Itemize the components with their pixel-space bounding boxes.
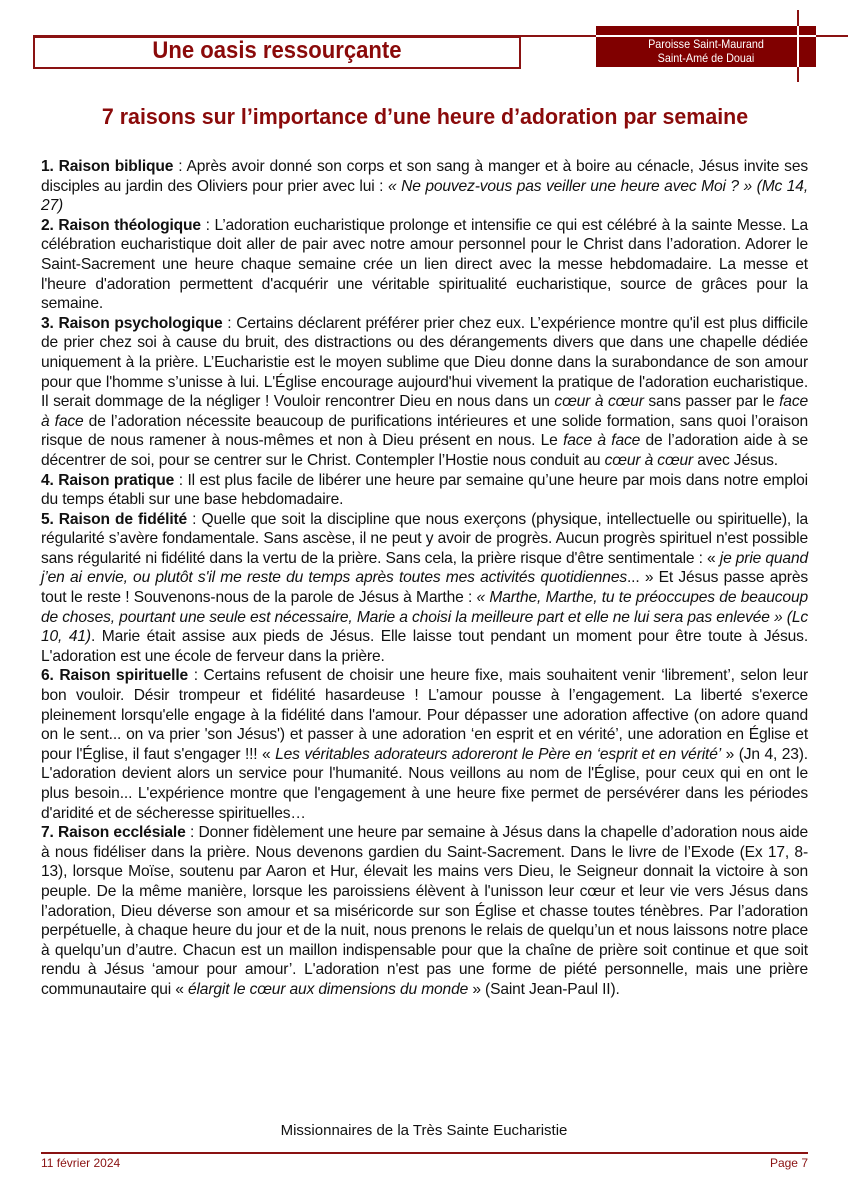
parish-name xyxy=(607,37,805,65)
reason-label: 4. Raison pratique xyxy=(41,471,175,489)
reasons-list xyxy=(41,157,808,1000)
text-run: avec Jésus. xyxy=(693,451,778,469)
reason-body xyxy=(41,511,808,665)
reason-body xyxy=(41,667,808,821)
text-run: : Quelle que soit la discipline que nous exerçons (physique, intellectuelle ou spirituelle), la régularité s’avère fondamentale. Sans ascèse, il ne peut y avoir de progrès. Aucun progrès spirituel n'est possible sans régularité ni fidélité dans la vertu de la prière. Sans cela, la prière risque d'être sentimentale : « xyxy=(41,510,808,567)
reason-paragraph xyxy=(41,314,808,471)
reason-label: 2. Raison théologique xyxy=(41,216,201,234)
text-run: de l’adoration nécessite beaucoup de purifications intérieures et une solide formation, sans quoi l’oraison risque de nous ramener à nous-mêmes et non à Dieu présent en nous. Le xyxy=(41,412,808,450)
text-run: : Certains refusent de choisir une heure fixe, mais souhaitent venir ‘librement’, selon leur bon vouloir. Désir trompeur et fidélité hasardeuse ! L’amour pousse à l’engagement. La liberté s'exerce pleinement lorsqu'elle engage à la fidélité dans l'amour. Pour dépasser une adoration affective (on adore quand on le sent... on va prier 'son Jésus') et passer à une adoration ‘en esprit et en vérité’, une adoration en Église et pour l'Église, il faut s'engager !!! « xyxy=(41,667,808,763)
footer-date: 11 février 2024 xyxy=(41,1156,121,1170)
text-run: sans passer par le xyxy=(643,393,780,411)
italic-quote: cœur à cœur xyxy=(604,451,694,469)
footer-rule xyxy=(41,1152,808,1154)
text-run: ... » Et Jésus passe après tout le reste ! Souvenons-nous de la parole de Jésus à Marthe : xyxy=(41,569,808,607)
text-run: : Après avoir donné son corps et son sang à manger et à boire au cénacle, Jésus invite ses disciples au jardin des Oliviers pour prier avec lui : xyxy=(41,158,808,195)
italic-quote: face à face xyxy=(563,432,641,450)
italic-quote: élargit le cœur aux dimensions du monde xyxy=(187,980,469,998)
italic-quote: face à face xyxy=(41,393,808,430)
text-run: . Marie était assise aux pieds de Jésus. Elle laisse tout pendant un moment pour être toute à Jésus. L'adoration est une école de ferveur dans la prière. xyxy=(41,628,808,665)
reason-paragraph xyxy=(41,157,808,216)
reason-label: 7. Raison ecclésiale xyxy=(41,824,186,842)
reason-paragraph xyxy=(41,216,808,314)
reason-paragraph xyxy=(41,471,808,510)
reason-label: 1. Raison biblique xyxy=(41,158,174,175)
header-title: Une oasis ressourçante xyxy=(152,37,402,64)
reason-label: 6. Raison spirituelle xyxy=(41,667,189,685)
reason-body xyxy=(41,824,808,998)
italic-quote: Les véritables adorateurs adoreront le Père en ‘esprit et en vérité’ xyxy=(275,745,722,763)
text-run: » (Saint Jean-Paul II). xyxy=(468,980,620,998)
header-title-box xyxy=(33,36,521,69)
reason-label: 5. Raison de fidélité xyxy=(41,510,188,528)
reason-label: 3. Raison psychologique xyxy=(41,314,223,332)
reason-body xyxy=(41,315,808,469)
text-run: de l’adoration aide à se décentrer de soi, pour se centrer sur le Christ. Contempler l’Hostie nous conduit au xyxy=(41,432,808,469)
text-run: : Certains déclarent préférer prier chez eux. L’expérience montre qu'il est plus difficile de prier chez soi à cause du bruit, des distractions ou des dérangements divers que dans une chapelle dédiée uniquement à la prière. L’Eucharistie est le moyen sublime que Dieu donne dans la surabondance de son amour pour que l'homme s’unisse à lui. L'Église encourage aujourd'hui vivement la pratique de l'adoration eucharistique. Il serait dommage de la négliger ! Vouloir rencontrer Dieu en nous dans un xyxy=(41,314,808,411)
page-heading: 7 raisons sur l’importance d’une heure d’adoration par semaine xyxy=(101,104,749,129)
text-run: » (Jn 4, 23). L'adoration devient alors un service pour l'humanité. Nous veillons au nom de l'Église, pour ceux qui en ont le plus besoin... L'expérience montre que l'engagement à une heure fixe permet de persévérer dans les périodes d'aridité et de sécheresse spirituelles… xyxy=(41,745,808,822)
italic-quote: cœur à cœur xyxy=(554,393,644,411)
italic-quote: « Marthe, Marthe, tu te préoccupes de beaucoup de choses, pourtant une seule est nécessaire, Marie a choisi la meilleure part et elle ne lui sera pas enlevée » (Lc 10, 41) xyxy=(41,589,809,646)
reason-paragraph xyxy=(41,666,808,823)
italic-quote: « Ne pouvez-vous pas veiller une heure avec Moi ? » (Mc 14, 27) xyxy=(41,177,809,215)
text-run: : L’adoration eucharistique prolonge et intensifie ce qui est célébré à la sainte Messe. La célébration eucharistique doit aller de pair avec notre amour personnel pour le Christ dans l’adoration. Adorer le Saint-Sacrement une heure chaque semaine crée un lien direct avec la messe hebdomadaire. La messe et l'heure d'adoration permettent d'acquérir une véritable spiritualité eucharistique, source de grâces pour la semaine. xyxy=(41,216,808,313)
reason-paragraph xyxy=(41,823,808,999)
text-run: : Donner fidèlement une heure par semaine à Jésus dans la chapelle d’adoration nous aide à nous fidéliser dans la prière. Nous devenons gardien du Saint-Sacrement. Dans le livre de l’Exode (Ex 17, 8-13), lorsque Moïse, soutenu par Aaron et Hur, élevait les mains vers Dieu, le Seigneur donnait la victoire à son peuple. De la même manière, lorsque les paroissiens élèvent à l'unisson leur cœur et leur vie vers Jésus dans l’adoration, Dieu déverse son amour et sa miséricorde sur son Église et chasse toutes ténèbres. Par l’adoration perpétuelle, à chaque heure du jour et de la nuit, nous prenons le relais de quelqu’un et nous laissons notre place à quelqu’un d’autre. Chacun est un maillon indispensable pour que la chaîne de prière soit continue et que soit rendu à Jésus ‘amour pour amour’. L'adoration n'est pas une forme de piété personnelle, mais une prière communautaire qui « xyxy=(41,824,808,998)
footer-page-number: Page 7 xyxy=(769,1156,808,1170)
signature: Missionnaires de la Très Sainte Eucharistie xyxy=(280,1122,568,1139)
parish-line-1: Paroisse Saint-Maurand xyxy=(648,37,764,51)
reason-paragraph xyxy=(41,510,808,667)
italic-quote: je prie quand j’en ai envie, ou plutôt s'il me reste du temps après toutes mes activités quotidiennes xyxy=(41,549,808,587)
parish-line-2: Saint-Amé de Douai xyxy=(657,51,755,65)
text-run: : Il est plus facile de libérer une heure par semaine qu’une heure par mois dans notre emploi du temps établi sur une base hebdomadaire. xyxy=(41,471,808,509)
